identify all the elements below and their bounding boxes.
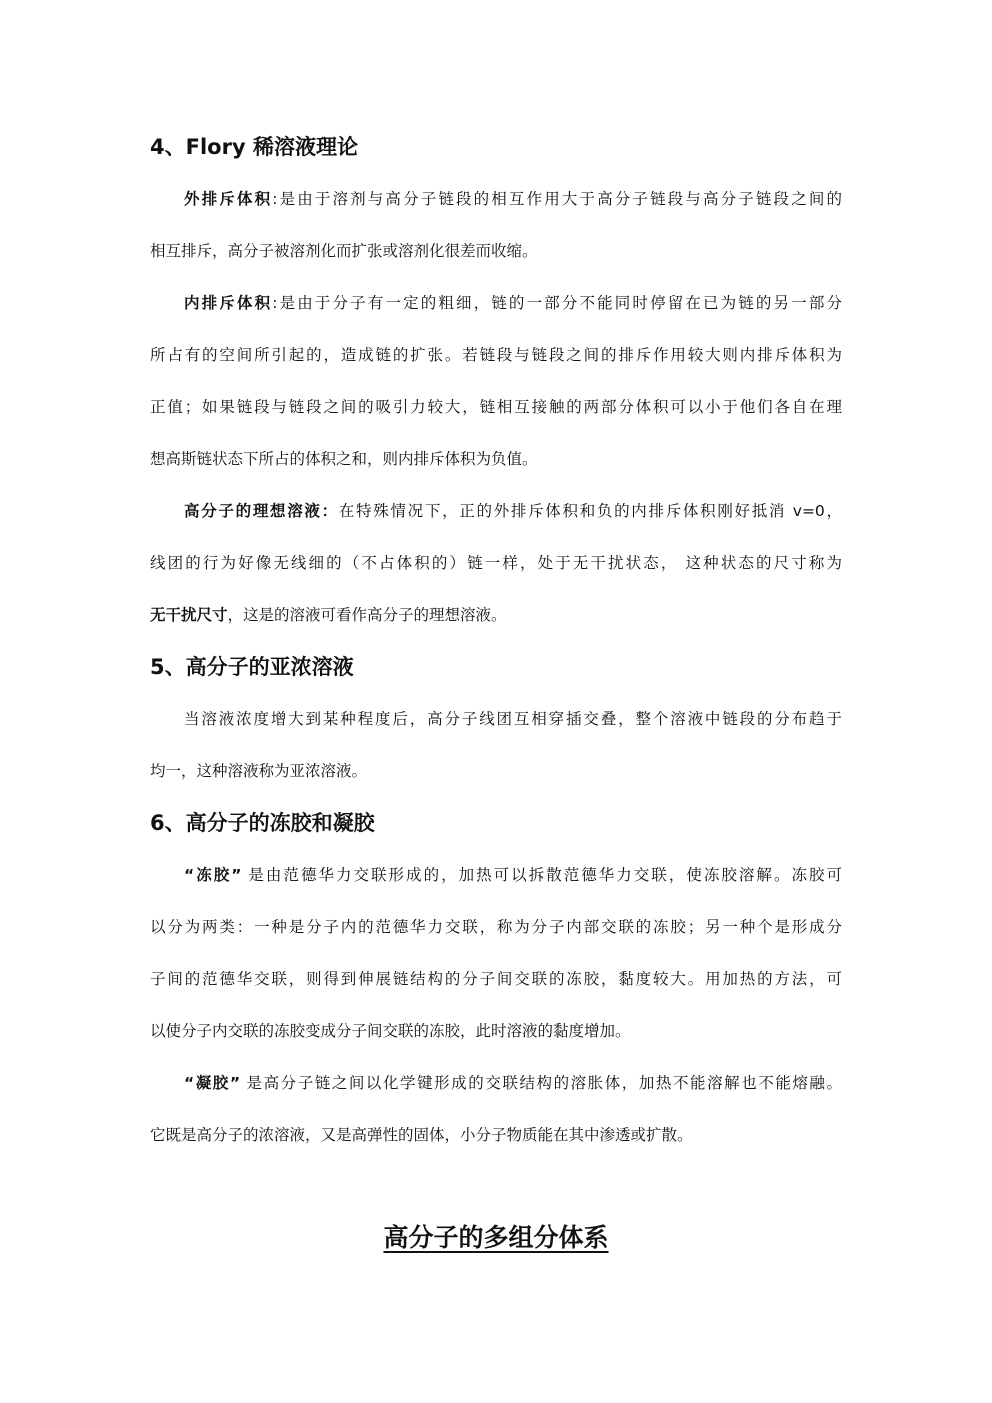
paragraph-line: 外排斥体积:是由于溶剂与高分子链段的相互作用大于高分子链段与高分子链段之间的 — [184, 190, 842, 208]
paragraph-line: “冻胶” 是由范德华力交联形成的，加热可以拆散范德华力交联，使冻胶溶解。冻胶可 — [184, 866, 842, 884]
paragraph-line: 想高斯链状态下所占的体积之和，则内排斥体积为负值。 — [150, 450, 538, 468]
section-6-heading: 6、高分子的冻胶和凝胶 — [150, 811, 375, 835]
paragraph-line: 它既是高分子的浓溶液，又是高弹性的固体，小分子物质能在其中渗透或扩散。 — [150, 1126, 693, 1144]
paragraph-line: 线团的行为好像无线细的（不占体积的）链一样，处于无干扰状态， 这种状态的尺寸称为 — [150, 554, 842, 572]
term-unperturbed-dimension: 无干扰尺寸 — [150, 606, 228, 624]
paragraph-line: 以分为两类：一种是分子内的范德华力交联，称为分子内部交联的冻胶；另一种个是形成分 — [150, 918, 842, 936]
term-ideal-solution: 高分子的理想溶液： — [184, 502, 339, 520]
paragraph-line: 内排斥体积:是由于分子有一定的粗细，链的一部分不能同时停留在已为链的另一部分 — [184, 294, 842, 312]
term-internal-excluded-volume: 内排斥体积 — [184, 294, 273, 312]
paragraph-line: 正值；如果链段与链段之间的吸引力较大，链相互接触的两部分体积可以小于他们各自在理 — [150, 398, 842, 416]
paragraph-line: 均一，这种溶液称为亚浓溶液。 — [150, 762, 368, 780]
term-physical-gel: “冻胶” — [184, 866, 242, 884]
section-5-heading: 5、高分子的亚浓溶液 — [150, 655, 354, 679]
term-external-excluded-volume: 外排斥体积 — [184, 190, 273, 208]
paragraph-line: “凝胶” 是高分子链之间以化学键形成的交联结构的溶胀体，加热不能溶解也不能熔融。 — [184, 1074, 842, 1092]
section-4-heading: 4、Flory 稀溶液理论 — [150, 135, 358, 159]
paragraph-line: 无干扰尺寸，这是的溶液可看作高分子的理想溶液。 — [150, 606, 507, 624]
paragraph-line: 所占有的空间所引起的，造成链的扩张。若链段与链段之间的排斥作用较大则内排斥体积为 — [150, 346, 842, 364]
paragraph-line: 高分子的理想溶液：在特殊情况下，正的外排斥体积和负的内排斥体积刚好抵消 v=0， — [184, 502, 842, 520]
paragraph-line: 相互排斥，高分子被溶剂化而扩张或溶剂化很差而收缩。 — [150, 242, 538, 260]
chapter-title: 高分子的多组分体系 — [383, 1223, 609, 1252]
paragraph-line: 当溶液浓度增大到某种程度后，高分子线团互相穿插交叠，整个溶液中链段的分布趋于 — [184, 710, 842, 728]
term-chemical-gel: “凝胶” — [184, 1074, 241, 1092]
document-page — [150, 121, 842, 1161]
paragraph-line: 子间的范德华交联，则得到伸展链结构的分子间交联的冻胶，黏度较大。用加热的方法，可 — [150, 970, 842, 988]
paragraph-line: 以使分子内交联的冻胶变成分子间交联的冻胶，此时溶液的黏度增加。 — [150, 1022, 631, 1040]
